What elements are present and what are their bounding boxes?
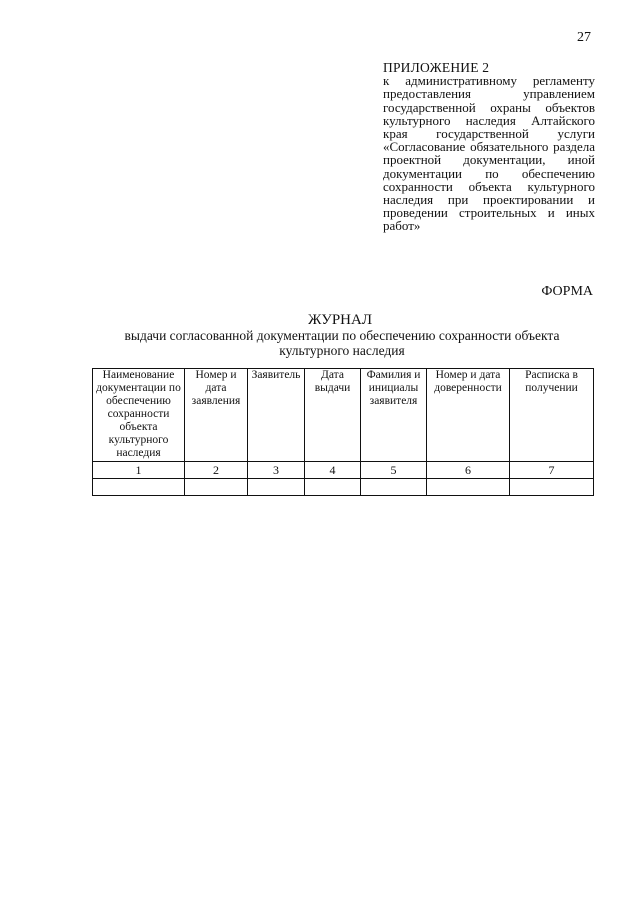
page-number: 27	[577, 30, 591, 45]
journal-subtitle: выдачи согласованной документации по обеспечению сохранности объекта культурного наследия	[124, 328, 560, 358]
header-issue-date: Дата выдачи	[305, 369, 361, 462]
column-number: 7	[510, 462, 594, 479]
table-cell	[248, 479, 305, 496]
table-cell	[93, 479, 185, 496]
table-header-row	[93, 369, 594, 462]
column-number: 1	[93, 462, 185, 479]
header-applicant-name: Фамилия и инициалы заявителя	[361, 369, 427, 462]
column-number-row	[93, 462, 594, 479]
header-doc-name: Наименование документации по обеспечению сохранности объекта культурного наследия	[93, 369, 185, 462]
header-receipt: Расписка в получении	[510, 369, 594, 462]
table-cell	[510, 479, 594, 496]
header-applicant: Заявитель	[248, 369, 305, 462]
journal-table	[92, 368, 594, 496]
header-power-of-attorney: Номер и дата доверенности	[427, 369, 510, 462]
column-number: 3	[248, 462, 305, 479]
table-cell	[361, 479, 427, 496]
column-number: 4	[305, 462, 361, 479]
form-label: ФОРМА	[541, 284, 593, 299]
column-number: 5	[361, 462, 427, 479]
table-cell	[185, 479, 248, 496]
appendix-text: к административному регламенту предоставления управлением государственной охраны объектов культурного наследия Алтайского края государственной услуги «Согласование обязательного раздела проектной документации, иной документации по обеспечению сохранности объекта культурного наследия при проектировании и проведении строительных и иных работ»	[383, 73, 595, 234]
table-row	[93, 479, 594, 496]
column-number: 6	[427, 462, 510, 479]
appendix-title: ПРИЛОЖЕНИЕ 2	[383, 60, 490, 75]
table-cell	[427, 479, 510, 496]
appendix-block	[383, 61, 595, 233]
journal-title: ЖУРНАЛ	[307, 312, 373, 328]
table-cell	[305, 479, 361, 496]
column-number: 2	[185, 462, 248, 479]
header-application-number-date: Номер и дата заявления	[185, 369, 248, 462]
